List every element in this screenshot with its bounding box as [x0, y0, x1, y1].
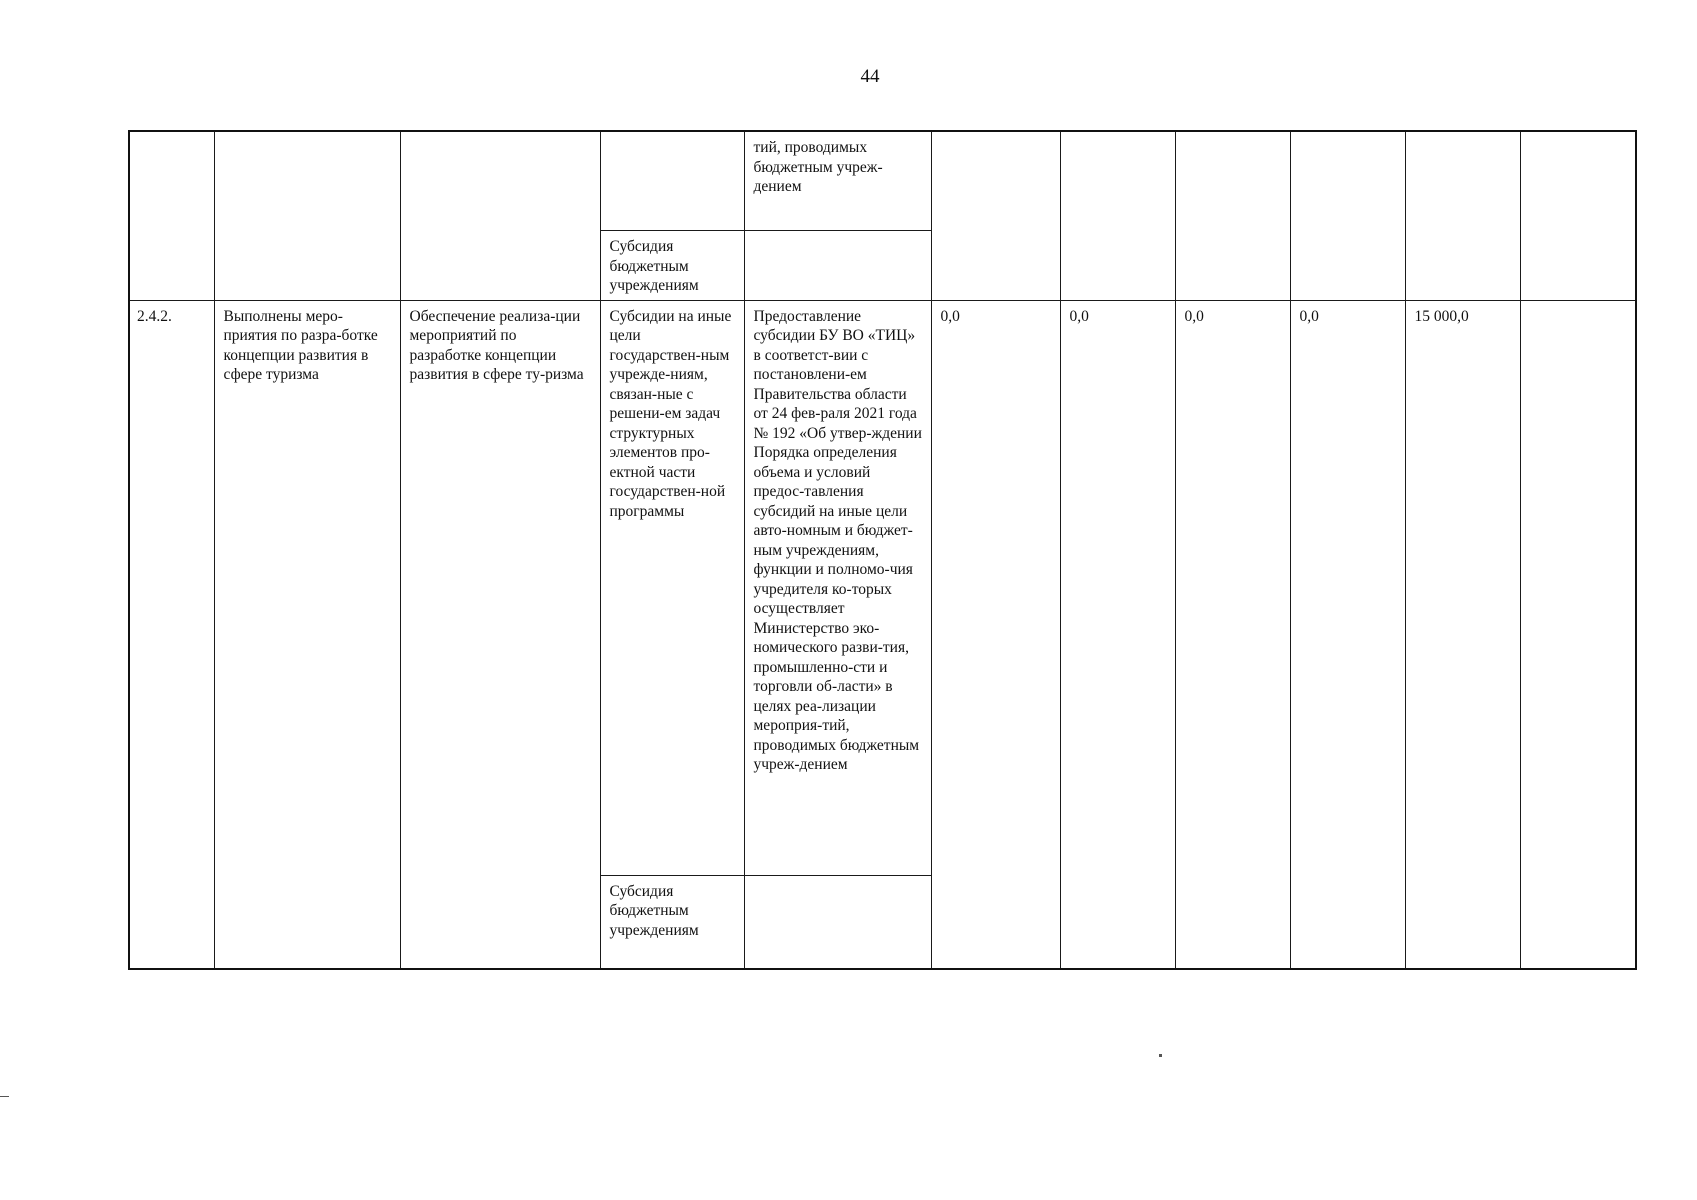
- value-cell-2: [1060, 131, 1175, 300]
- value-cell-4: [1290, 131, 1405, 300]
- funding-type-cell: Субсидии на иные цели государствен-ным учрежде-ниям, связан-ные с решени-ем задач структурных элементов про-ектной части государствен-ной программы: [600, 300, 744, 875]
- scan-dash: [0, 1096, 9, 1097]
- value-cell-6: [1520, 300, 1636, 969]
- value-cell-2: 0,0: [1060, 300, 1175, 969]
- value-cell-1: [931, 131, 1060, 300]
- scan-dot: [1159, 1054, 1162, 1057]
- value-cell-3: 0,0: [1175, 300, 1290, 969]
- description-cell: Предоставление субсидии БУ ВО «ТИЦ» в соответст-вии с постановлени-ем Правительства области от 24 фев-раля 2021 года № 192 «Об утвер-ждении Порядка определения объема и условий предос-тавления субсидий на иные цели авто-номным и бюджет-ным учреждениям, функции и полномо-чия учредителя ко-торых осуществляет Министерство эко-номического разви-тия, промышленно-сти и торговли об-ласти» в целях реа-лизации мероприя-тий, проводимых бюджетным учреж-дением: [744, 300, 931, 875]
- funding-type-cell-empty: [600, 131, 744, 231]
- measure-cell-empty: [400, 131, 600, 300]
- value-cell-4: 0,0: [1290, 300, 1405, 969]
- budget-measures-table: [128, 130, 1637, 970]
- description-cell: [744, 231, 931, 301]
- page-number: 44: [860, 66, 880, 87]
- value-cell-3: [1175, 131, 1290, 300]
- description-tail-cell: тий, проводимых бюджетным учреж-дением: [744, 131, 931, 231]
- funding-type-cell: Субсидия бюджетным учреждениям: [600, 875, 744, 969]
- value-cell-1: 0,0: [931, 300, 1060, 969]
- result-cell: Выполнены меро-приятия по разра-ботке концепции развития в сфере туризма: [214, 300, 400, 969]
- code-cell-empty: [129, 131, 214, 300]
- value-cell-5: [1405, 131, 1520, 300]
- value-cell-5: 15 000,0: [1405, 300, 1520, 969]
- result-cell-empty: [214, 131, 400, 300]
- description-cell: [744, 875, 931, 969]
- value-cell-6: [1520, 131, 1636, 300]
- code-cell: 2.4.2.: [129, 300, 214, 969]
- table-row-2-4-2: [129, 300, 1636, 875]
- table-row-continuation: [129, 131, 1636, 231]
- measure-cell: Обеспечение реализа-ции мероприятий по разработке концепции развития в сфере ту-ризма: [400, 300, 600, 969]
- funding-type-cell: Субсидия бюджетным учреждениям: [600, 231, 744, 301]
